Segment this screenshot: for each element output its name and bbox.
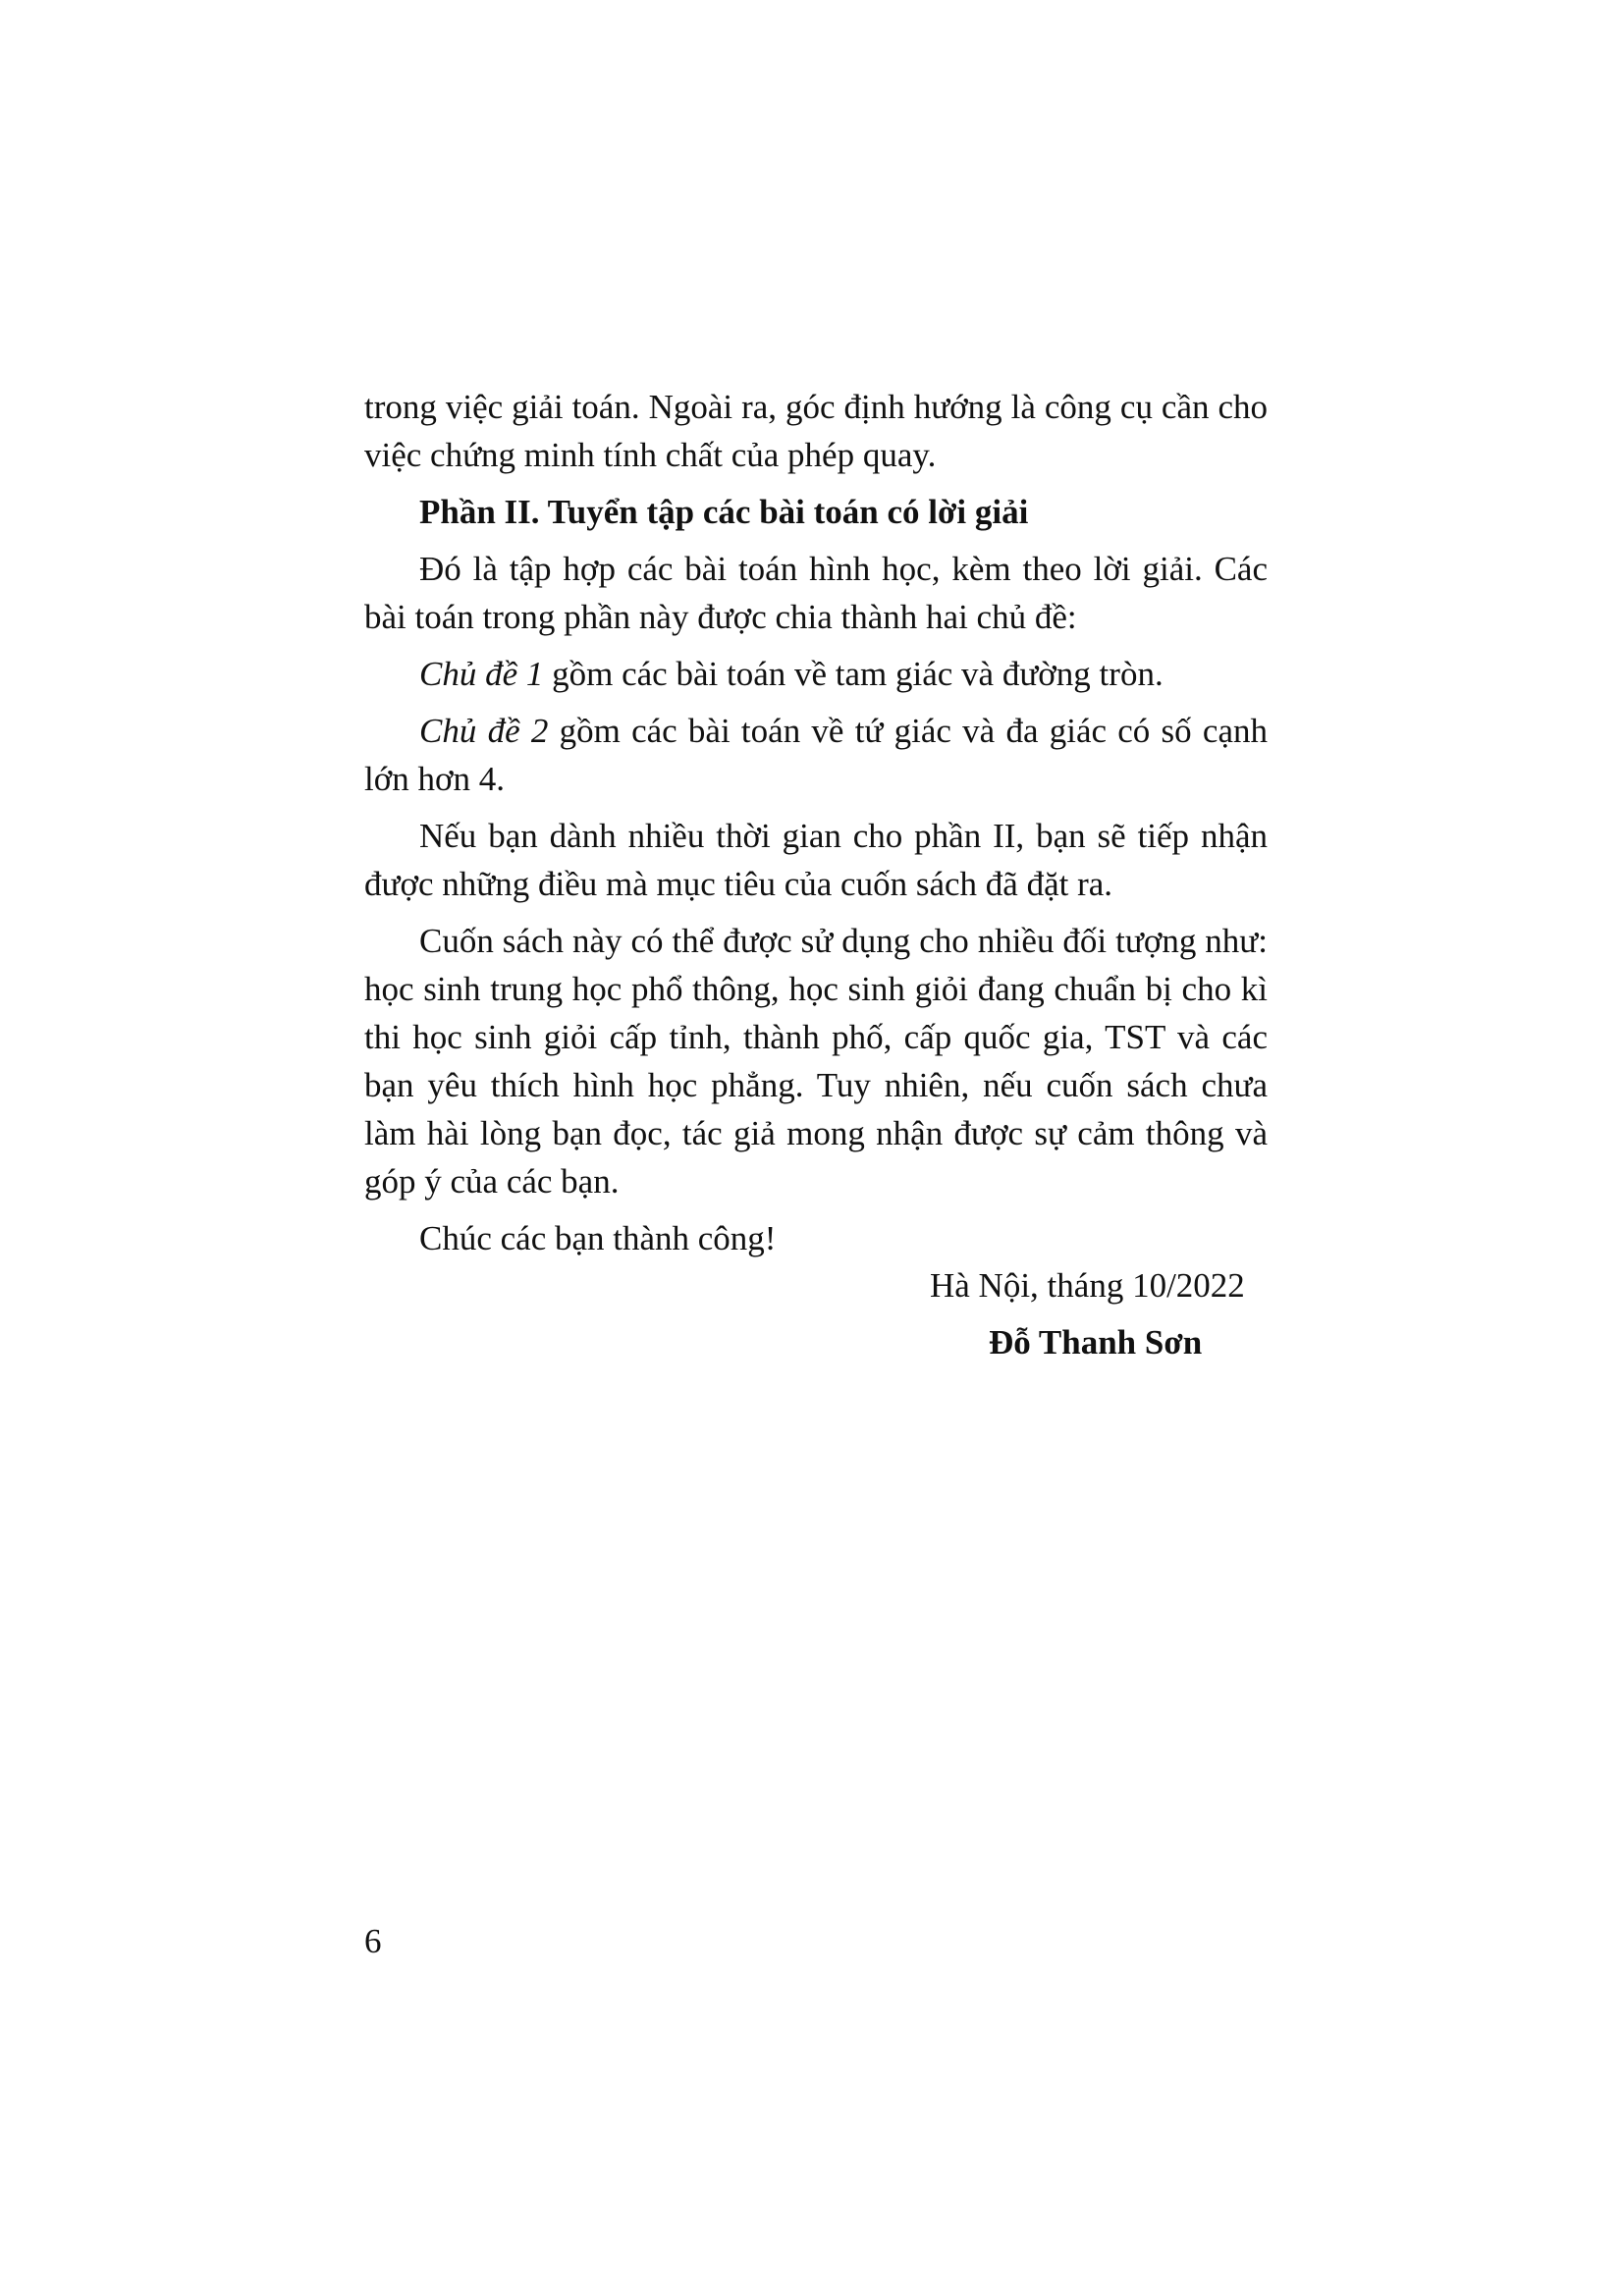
topic-2-label: Chủ đề 2 [419, 712, 549, 750]
topic-1-label: Chủ đề 1 [419, 655, 544, 693]
paragraph-topic-2 [364, 707, 1268, 803]
body-text [364, 383, 1268, 1271]
paragraph-continuation: trong việc giải toán. Ngoài ra, góc định hướng là công cụ cần cho việc chứng minh tính chất của phép quay. [364, 388, 1268, 474]
topic-2-text: gồm các bài toán về tứ giác và đa giác có số cạnh lớn hơn 4. [364, 712, 1268, 798]
signature-author: Đỗ Thanh Sơn [989, 1323, 1203, 1362]
section-heading: Phần II. Tuyển tập các bài toán có lời giải [419, 493, 1029, 531]
page-number: 6 [364, 1922, 382, 1960]
paragraph-closing: Chúc các bạn thành công! [419, 1219, 777, 1257]
paragraph-topic-1 [364, 650, 1268, 698]
signature-place-date: Hà Nội, tháng 10/2022 [930, 1266, 1245, 1305]
paragraph-intro: Đó là tập hợp các bài toán hình học, kèm theo lời giải. Các bài toán trong phần này được chia thành hai chủ đề: [364, 550, 1268, 636]
topic-1-text: gồm các bài toán về tam giác và đường tròn. [543, 655, 1164, 693]
paragraph-audience: Cuốn sách này có thể được sử dụng cho nhiều đối tượng như: học sinh trung học phổ thông, học sinh giỏi đang chuẩn bị cho kì thi học sinh giỏi cấp tỉnh, thành phố, cấp quốc gia, TST và các bạn yêu thích hình học phẳng. Tuy nhiên, nếu cuốn sách chưa làm hài lòng bạn đọc, tác giả mong nhận được sự cảm thông và góp ý của các bạn. [364, 922, 1268, 1201]
paragraph-part-two: Nếu bạn dành nhiều thời gian cho phần II, bạn sẽ tiếp nhận được những điều mà mục tiêu của cuốn sách đã đặt ra. [364, 817, 1268, 903]
